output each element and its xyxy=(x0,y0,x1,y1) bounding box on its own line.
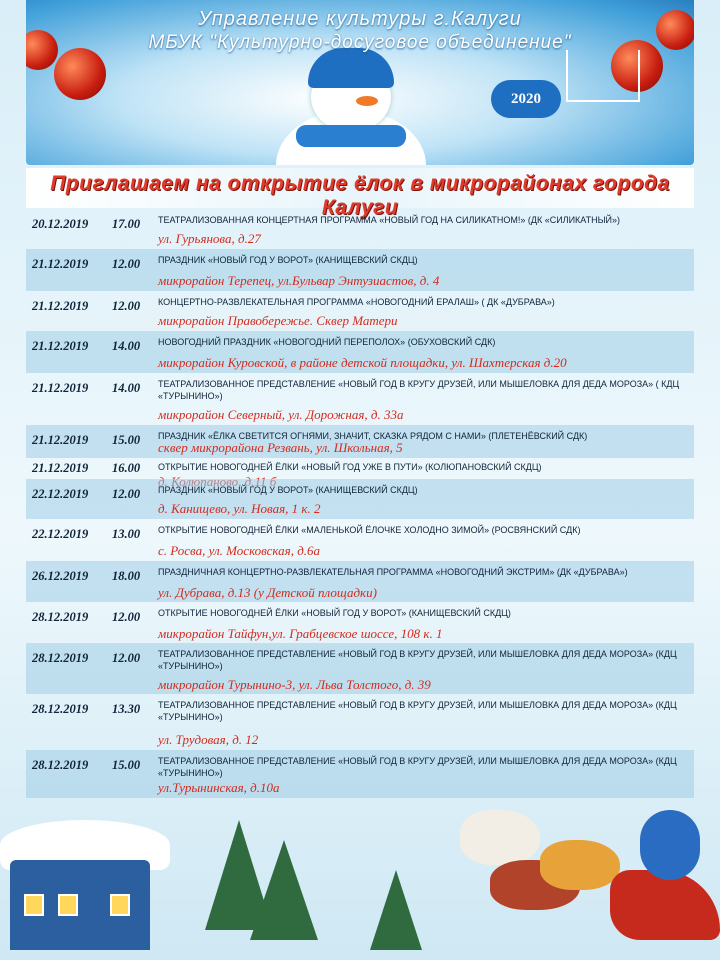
event-address: ул. Гурьянова, д.27 xyxy=(158,231,261,246)
event-list xyxy=(26,209,694,798)
event-row xyxy=(26,331,694,373)
organization-name: Управление культуры г.Калуги xyxy=(198,8,522,30)
event-address: ул.Турынинская, д.10а xyxy=(158,780,280,795)
event-address: д. Канищево, ул. Новая, 1 к. 2 xyxy=(158,501,321,516)
horse-icon xyxy=(540,840,620,890)
event-date: 28.12.2019 xyxy=(32,702,89,716)
event-row xyxy=(26,561,694,602)
event-time: 17.00 xyxy=(112,217,141,231)
event-description: ПРАЗДНИК «НОВЫЙ ГОД У ВОРОТ» (КАНИЩЕВСКИЙ СКДЦ) xyxy=(158,485,418,495)
event-address: микрорайон Куровской, в районе детской площадки, ул. Шахтерская д.20 xyxy=(158,355,567,370)
event-date: 22.12.2019 xyxy=(32,487,89,501)
event-address: ул. Дубрава, д.13 (у Детской площадки) xyxy=(158,585,377,600)
header-banner xyxy=(26,0,694,165)
event-description: ТЕАТРАЛИЗОВАННОЕ ПРЕДСТАВЛЕНИЕ «НОВЫЙ ГОД В КРУГУ ДРУЗЕЙ, ИЛИ МЫШЕЛОВКА ДЛЯ ДЕДА МОРОЗА» (КДЦ «ТУРЫНИНО») xyxy=(158,649,677,671)
event-time: 15.00 xyxy=(112,433,141,447)
snowman-scarf xyxy=(296,125,406,147)
event-description: КОНЦЕРТНО-РАЗВЛЕКАТЕЛЬНАЯ ПРОГРАММА «НОВОГОДНИЙ ЕРАЛАШ» ( ДК «ДУБРАВА») xyxy=(158,297,555,307)
event-row xyxy=(26,519,694,561)
event-address: микрорайон Терепец, ул.Бульвар Энтузиастов, д. 4 xyxy=(158,273,440,288)
event-time: 12.00 xyxy=(112,257,141,271)
event-time: 14.00 xyxy=(112,381,141,395)
event-time: 12.00 xyxy=(112,299,141,313)
tree-icon xyxy=(250,840,318,940)
event-description: ТЕАТРАЛИЗОВАННАЯ КОНЦЕРТНАЯ ПРОГРАММА «НОВЫЙ ГОД НА СИЛИКАТНОМ!» (ДК «СИЛИКАТНЫЙ») xyxy=(158,215,621,225)
event-date: 26.12.2019 xyxy=(32,569,89,583)
event-description: ПРАЗДНИК «НОВЫЙ ГОД У ВОРОТ» (КАНИЩЕВСКИЙ СКДЦ) xyxy=(158,255,418,265)
event-description: НОВОГОДНИЙ ПРАЗДНИК «НОВОГОДНИЙ ПЕРЕПОЛОХ» (ОБУХОВСКИЙ СДК) xyxy=(158,337,496,347)
event-date: 21.12.2019 xyxy=(32,257,89,271)
event-row xyxy=(26,209,694,249)
event-time: 15.00 xyxy=(112,758,141,772)
event-row xyxy=(26,694,694,750)
event-date: 21.12.2019 xyxy=(32,461,89,475)
event-address: ул. Трудовая, д. 12 xyxy=(158,732,259,747)
event-address: микрорайон Правобережье. Сквер Матери xyxy=(158,313,398,328)
tree-icon xyxy=(370,870,422,950)
event-date: 28.12.2019 xyxy=(32,651,89,665)
event-time: 12.00 xyxy=(112,487,141,501)
ornament-icon xyxy=(54,48,106,100)
event-row xyxy=(26,602,694,643)
event-description: ПРАЗДНИК «ЁЛКА СВЕТИТСЯ ОГНЯМИ, ЗНАЧИТ, СКАЗКА РЯДОМ С НАМИ» (ПЛЕТЕНЁВСКИЙ СДК) xyxy=(158,431,588,441)
event-row xyxy=(26,425,694,458)
event-date: 21.12.2019 xyxy=(32,339,89,353)
event-date: 20.12.2019 xyxy=(32,217,89,231)
event-description: ТЕАТРАЛИЗОВАННОЕ ПРЕДСТАВЛЕНИЕ «НОВЫЙ ГОД В КРУГУ ДРУЗЕЙ, ИЛИ МЫШЕЛОВКА ДЛЯ ДЕДА МОРОЗА» (КДЦ «ТУРЫНИНО») xyxy=(158,700,677,722)
event-row xyxy=(26,291,694,331)
sleigh-icon xyxy=(610,870,720,940)
institution-name: МБУК "Культурно-досуговое объединение" xyxy=(148,32,572,53)
event-row xyxy=(26,458,694,479)
snowman-nose xyxy=(356,96,378,106)
event-date: 21.12.2019 xyxy=(32,299,89,313)
event-address: сквер микрорайона Резвань, ул. Школьная, 5 xyxy=(158,440,403,455)
event-time: 12.00 xyxy=(112,610,141,624)
event-row xyxy=(26,643,694,694)
event-address: микрорайон Северный, ул. Дорожная, д. 33а xyxy=(158,407,404,422)
event-description: ОТКРЫТИЕ НОВОГОДНЕЙ ЁЛКИ «НОВЫЙ ГОД УЖЕ В ПУТИ» (КОЛЮПАНОВСКИЙ СКДЦ) xyxy=(158,462,542,472)
year-mitten: 2020 xyxy=(491,80,561,118)
house-icon xyxy=(566,50,640,102)
event-address: с. Росва, ул. Московская, д.6а xyxy=(158,543,321,558)
sleigh-illustration xyxy=(450,770,720,960)
title-strip xyxy=(26,168,694,219)
event-row xyxy=(26,373,694,425)
santa-icon xyxy=(640,810,700,880)
event-description: ОТКРЫТИЕ НОВОГОДНЕЙ ЁЛКИ «МАЛЕНЬКОЙ ЁЛОЧКЕ ХОЛОДНО ЗИМОЙ» (РОСВЯНСКИЙ СДК) xyxy=(158,525,581,535)
window-icon xyxy=(24,894,44,916)
event-date: 21.12.2019 xyxy=(32,433,89,447)
event-time: 13.00 xyxy=(112,527,141,541)
window-icon xyxy=(58,894,78,916)
event-time: 16.00 xyxy=(112,461,141,475)
event-time: 18.00 xyxy=(112,569,141,583)
event-time: 13.30 xyxy=(112,702,141,716)
event-description: ТЕАТРАЛИЗОВАННОЕ ПРЕДСТАВЛЕНИЕ «НОВЫЙ ГОД В КРУГУ ДРУЗЕЙ, ИЛИ МЫШЕЛОВКА ДЛЯ ДЕДА МОРОЗА» (КДЦ «ТУРЫНИНО») xyxy=(158,756,677,778)
event-description: ОТКРЫТИЕ НОВОГОДНЕЙ ЁЛКИ «НОВЫЙ ГОД У ВОРОТ» (КАНИЩЕВСКИЙ СКДЦ) xyxy=(158,608,511,618)
horse-icon xyxy=(460,810,540,865)
event-address: микрорайон Турынино-3, ул. Льва Толстого, д. 39 xyxy=(158,677,431,692)
window-icon xyxy=(110,894,130,916)
event-date: 21.12.2019 xyxy=(32,381,89,395)
event-row xyxy=(26,249,694,291)
event-description: ТЕАТРАЛИЗОВАННОЕ ПРЕДСТАВЛЕНИЕ «НОВЫЙ ГОД В КРУГУ ДРУЗЕЙ, ИЛИ МЫШЕЛОВКА ДЛЯ ДЕДА МОРОЗА» ( КДЦ «ТУРЫНИНО») xyxy=(158,379,680,401)
event-date: 28.12.2019 xyxy=(32,758,89,772)
page-title: Приглашаем на открытие ёлок в микрорайонах города Калуги xyxy=(50,172,670,219)
event-row xyxy=(26,479,694,519)
event-time: 12.00 xyxy=(112,651,141,665)
snowman-hat xyxy=(308,48,394,88)
event-address: микрорайон Тайфун,ул. Грабцевское шоссе, 108 к. 1 xyxy=(158,626,443,641)
event-date: 22.12.2019 xyxy=(32,527,89,541)
event-description: ПРАЗДНИЧНАЯ КОНЦЕРТНО-РАЗВЛЕКАТЕЛЬНАЯ ПРОГРАММА «НОВОГОДНИЙ ЭКСТРИМ» (ДК «ДУБРАВА») xyxy=(158,567,628,577)
cabin-illustration xyxy=(10,860,150,950)
event-date: 28.12.2019 xyxy=(32,610,89,624)
event-time: 14.00 xyxy=(112,339,141,353)
